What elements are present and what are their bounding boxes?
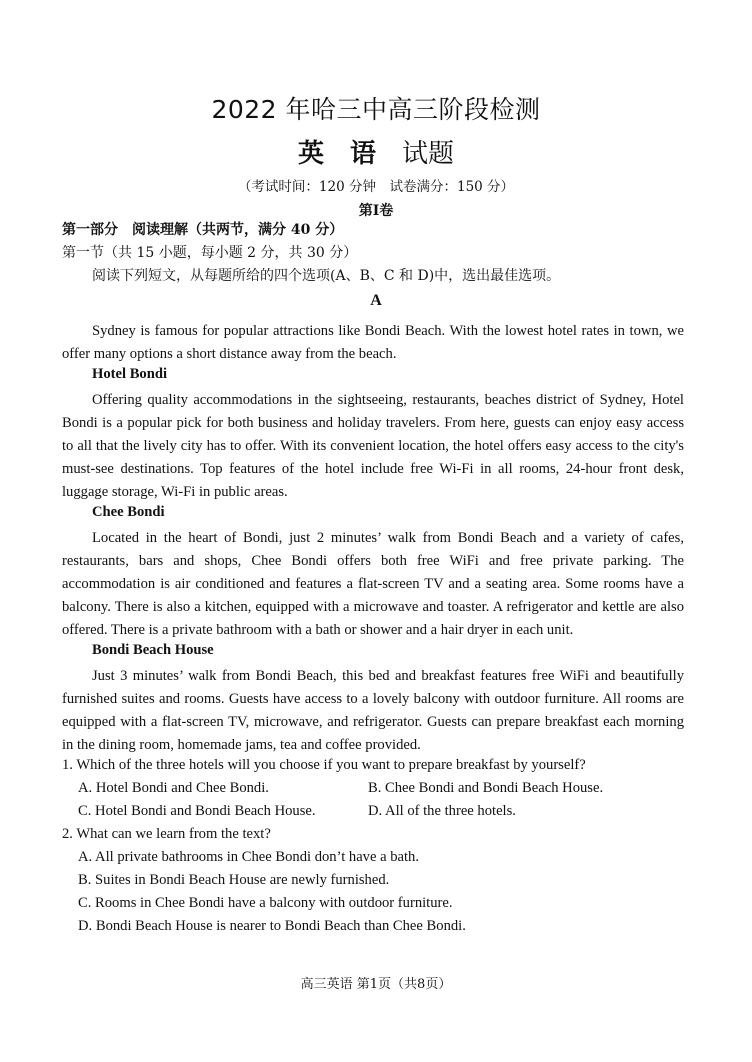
volume-label: 第Ⅰ卷 bbox=[358, 203, 394, 219]
question-2-option-a: A. All private bathrooms in Chee Bondi don’t have a bath. bbox=[78, 849, 420, 865]
question-1: 1. Which of the three hotels will you choose if you want to prepare breakfast by yourself? bbox=[62, 757, 586, 773]
hotel-2-heading: Chee Bondi bbox=[92, 504, 165, 520]
question-2-option-b: B. Suites in Bondi Beach House are newly furnished. bbox=[78, 872, 390, 888]
passage-label: A bbox=[370, 292, 382, 309]
instruction-text: 阅读下列短文，从每题所给的四个选项(A、B、C 和 D)中，选出最佳选项。 bbox=[92, 268, 561, 284]
section-heading: 第一节（共 15 小题，每小题 2 分，共 30 分） bbox=[62, 245, 358, 261]
hotel-1-text: Offering quality accommodations in the sightseeing, restaurants, beaches district of Sydney, Hotel Bondi is a popular pick for both business and holiday travelers. From here, guests can enjoy easy access to all that the lively city has to offer. With its convenient location, the hotel offers easy access to the city's must-see destinations. Top features of the hotel include free Wi-Fi in all rooms, 24-hour front desk, luggage storage, Wi-Fi in public areas. bbox=[62, 392, 684, 500]
page-footer: 高三英语 第1页（共8页） bbox=[300, 977, 452, 992]
part-heading: 第一部分 阅读理解（共两节，满分 40 分） bbox=[62, 222, 344, 238]
hotel-2-text: Located in the heart of Bondi, just 2 minutes’ walk from Bondi Beach and a variety of cafes, restaurants, bars and shops, Chee Bondi offers both free WiFi and free private parking. The accommodation is air conditioned and features a flat-screen TV and a seating area. Some rooms have a balcony. There is also a kitchen, equipped with a microwave and toaster. A refrigerator and kettle are also offered. There is a private bathroom with a bath or shower and a hair dryer in each unit. bbox=[62, 530, 684, 638]
question-2-option-c: C. Rooms in Chee Bondi have a balcony with outdoor furniture. bbox=[78, 895, 453, 911]
exam-info: （考试时间：120 分钟 试卷满分：150 分） bbox=[237, 179, 515, 195]
hotel-3-heading: Bondi Beach House bbox=[92, 642, 214, 658]
exam-title: 2022 年哈三中高三阶段检测 bbox=[211, 95, 541, 124]
hotel-3-text: Just 3 minutes’ walk from Bondi Beach, this bed and breakfast features free WiFi and beautifully furnished suites and rooms. Guests have access to a lovely balcony with outdoor furniture. All rooms are equipped with a flat-screen TV, microwave, and refrigerator. Guests can prepare breakfast each morning in the dining room, homemade jams, tea and coffee provided. bbox=[62, 668, 684, 753]
hotel-1-heading: Hotel Bondi bbox=[92, 366, 168, 382]
subject-title bbox=[0, 133, 752, 170]
subject-char-1: 英 bbox=[297, 139, 324, 169]
question-1-option-d: D. All of the three hotels. bbox=[368, 803, 516, 819]
question-2: 2. What can we learn from the text? bbox=[62, 826, 271, 842]
passage-intro: Sydney is famous for popular attractions like Bondi Beach. With the lowest hotel rates in town, we offer many options a short distance away from the beach. bbox=[62, 323, 684, 362]
question-1-option-c: C. Hotel Bondi and Bondi Beach House. bbox=[78, 803, 316, 819]
question-1-option-b: B. Chee Bondi and Bondi Beach House. bbox=[368, 780, 604, 796]
subject-suffix: 试题 bbox=[402, 139, 455, 169]
question-2-option-d: D. Bondi Beach House is nearer to Bondi Beach than Chee Bondi. bbox=[78, 918, 466, 934]
question-1-option-a: A. Hotel Bondi and Chee Bondi. bbox=[78, 780, 269, 796]
subject-char-2: 语 bbox=[349, 139, 376, 169]
